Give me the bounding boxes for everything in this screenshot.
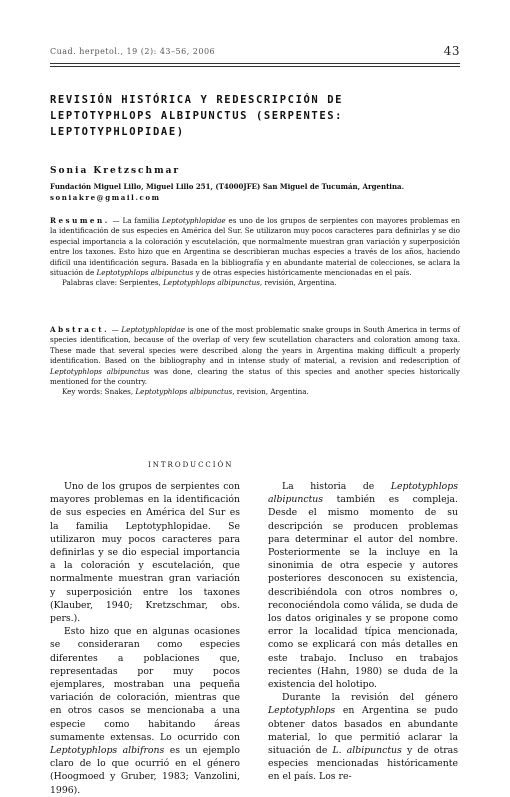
keywords-label: Palabras clave: Serpientes, xyxy=(62,278,164,288)
abstract-paragraph xyxy=(50,325,460,387)
keywords-label: Key words: Snakes, xyxy=(62,387,136,397)
header-rule-thin xyxy=(50,66,460,67)
body-column-left xyxy=(50,480,240,797)
resumen-text: y de otras especies históricamente mencionadas en el país. xyxy=(193,268,412,278)
abstract-taxon: Leptotyphlopidae xyxy=(121,325,186,334)
resumen-taxon: Leptotyphlopidae xyxy=(162,216,226,225)
page-number: 43 xyxy=(443,44,460,58)
body-text: Esto hizo que en algunas ocasiones se consideraran como especies diferentes a poblaciones que, representadas por muy pocos ejemplares, mostraban una pequeña variación de coloración, mientras que en otros casos se mencionaba a una especie como habitando áreas sumamente extensas. Lo ocurrido con xyxy=(50,626,240,743)
resumen-text: es uno de los grupos de serpientes con mayores problemas en la identificación de sus especies en América del Sur. Se utilizaron muy pocos caracteres para definirlas y se dio especial importancia a la coloración y escutelación, que normalmente muestran gran variación y superposición entre los taxones. Esto hizo que en Argentina se describieran muchas especies a través de los años, haciendo difícil una identificación segura. Basada en la bibliografía y en abundante material de colecciones, se aclara la situación de xyxy=(50,216,460,278)
resumen-block xyxy=(50,216,460,289)
body-paragraph xyxy=(50,625,240,797)
body-paragraph: Uno de los grupos de serpientes con mayores problemas en la identificación de sus especies en América del Sur es la familia Leptotyphlopidae. Se utilizaron muy pocos caracteres para definirlas y se dio especial importancia a la coloración y escutelación, que normalmente muestran gran variación y superposición entre los taxones (Klauber, 1940; Kretzschmar, obs. pers.). xyxy=(50,481,240,625)
body-paragraph xyxy=(268,691,458,783)
body-text: La historia de xyxy=(282,481,391,492)
author-name: Sonia Kretzschmar xyxy=(50,166,181,176)
body-text: y de otras especies mencionadas históricamente en el país. Los re- xyxy=(268,745,458,783)
keywords-taxon: Leptotyphlops albipunctus xyxy=(163,278,260,288)
keywords-rest: , revision, Argentina. xyxy=(232,387,309,397)
body-text: Durante la revisión del género xyxy=(282,692,458,704)
abstract-text: was done, clearing the status of this species and another species historically mentioned for the country. xyxy=(50,366,460,387)
resumen-heading: Resumen. xyxy=(50,216,110,225)
palabras-clave xyxy=(50,278,460,288)
title-line-3: LEPTOTYPHLOPIDAE) xyxy=(50,126,185,138)
abstract-taxon: Leptotyphlops albipunctus xyxy=(50,366,150,376)
abstract-heading: Abstract. xyxy=(50,325,110,334)
keywords-rest: , revisión, Argentina. xyxy=(259,278,337,288)
header-rule xyxy=(50,63,460,64)
title-line-2: LEPTOTYPHLOPS ALBIPUNCTUS (SERPENTES: xyxy=(50,110,344,122)
title-line-1: REVISIÓN HISTÓRICA Y REDESCRIPCIÓN DE xyxy=(50,94,344,106)
section-heading: INTRODUCCIÓN xyxy=(148,461,234,469)
body-text: en Argentina se pudo obtener datos basados en abundante material, lo que permitió aclarar la situación de xyxy=(268,705,458,757)
body-taxon: Leptotyphlops albipunctus xyxy=(268,481,458,506)
keywords-taxon: Leptotyphlops albipunctus xyxy=(135,387,233,397)
body-paragraph xyxy=(268,480,458,691)
resumen-paragraph xyxy=(50,216,460,278)
journal-citation: Cuad. herpetol., 19 (2): 43–56, 2006 xyxy=(50,47,216,56)
body-taxon: Leptotyphlops albifrons xyxy=(50,745,165,757)
body-text: es un ejemplo claro de lo que ocurrió en el género (Hoogmoed y Gruber, 1983; Vanzolini, 1996). xyxy=(50,745,240,796)
body-taxon: L. albipunctus xyxy=(332,745,402,757)
affiliation-text: Fundación Miguel Lillo, Miguel Lillo 251, (T4000JFE) San Miguel de Tucumán, Argentina. xyxy=(50,182,405,191)
resumen-taxon: Leptotyphlops albipunctus xyxy=(96,268,194,278)
author-email: soniakre@gmail.com xyxy=(50,193,161,202)
running-header xyxy=(50,46,460,60)
abstract-text: is one of the most problematic snake groups in South America in terms of species identification, because of the overlap of very few scutellation characters and coloration among taxa. These made that several species were described along the years in Argentina making difficult a properly identification. Based on the bibliography and in intense study of material, a revision and redescription of xyxy=(50,325,460,366)
resumen-text: — La familia xyxy=(109,216,162,225)
body-text: también es compleja. Desde el mismo momento de su descripción se producen problemas para determinar el autor del nombre. Posteriormente se la incluye en la sinonimia de otra especie y autores posteriores desconocen su existencia, describiéndola con otros nombres o, reconociéndola como válida, se duda de los datos originales y se propone como error la localidad típica mencionada, como se explicará con más detalles en este trabajo. Incluso en trabajos recientes (Hahn, 1980) se duda de la existencia del holotipo. xyxy=(268,494,458,691)
body-taxon: Leptotyphlops xyxy=(268,705,336,717)
abstract-text: — xyxy=(109,325,122,334)
body-column-right xyxy=(268,480,458,784)
article-title xyxy=(50,92,460,140)
abstract-block xyxy=(50,325,460,398)
key-words xyxy=(50,387,460,397)
author-affiliation xyxy=(50,181,460,203)
